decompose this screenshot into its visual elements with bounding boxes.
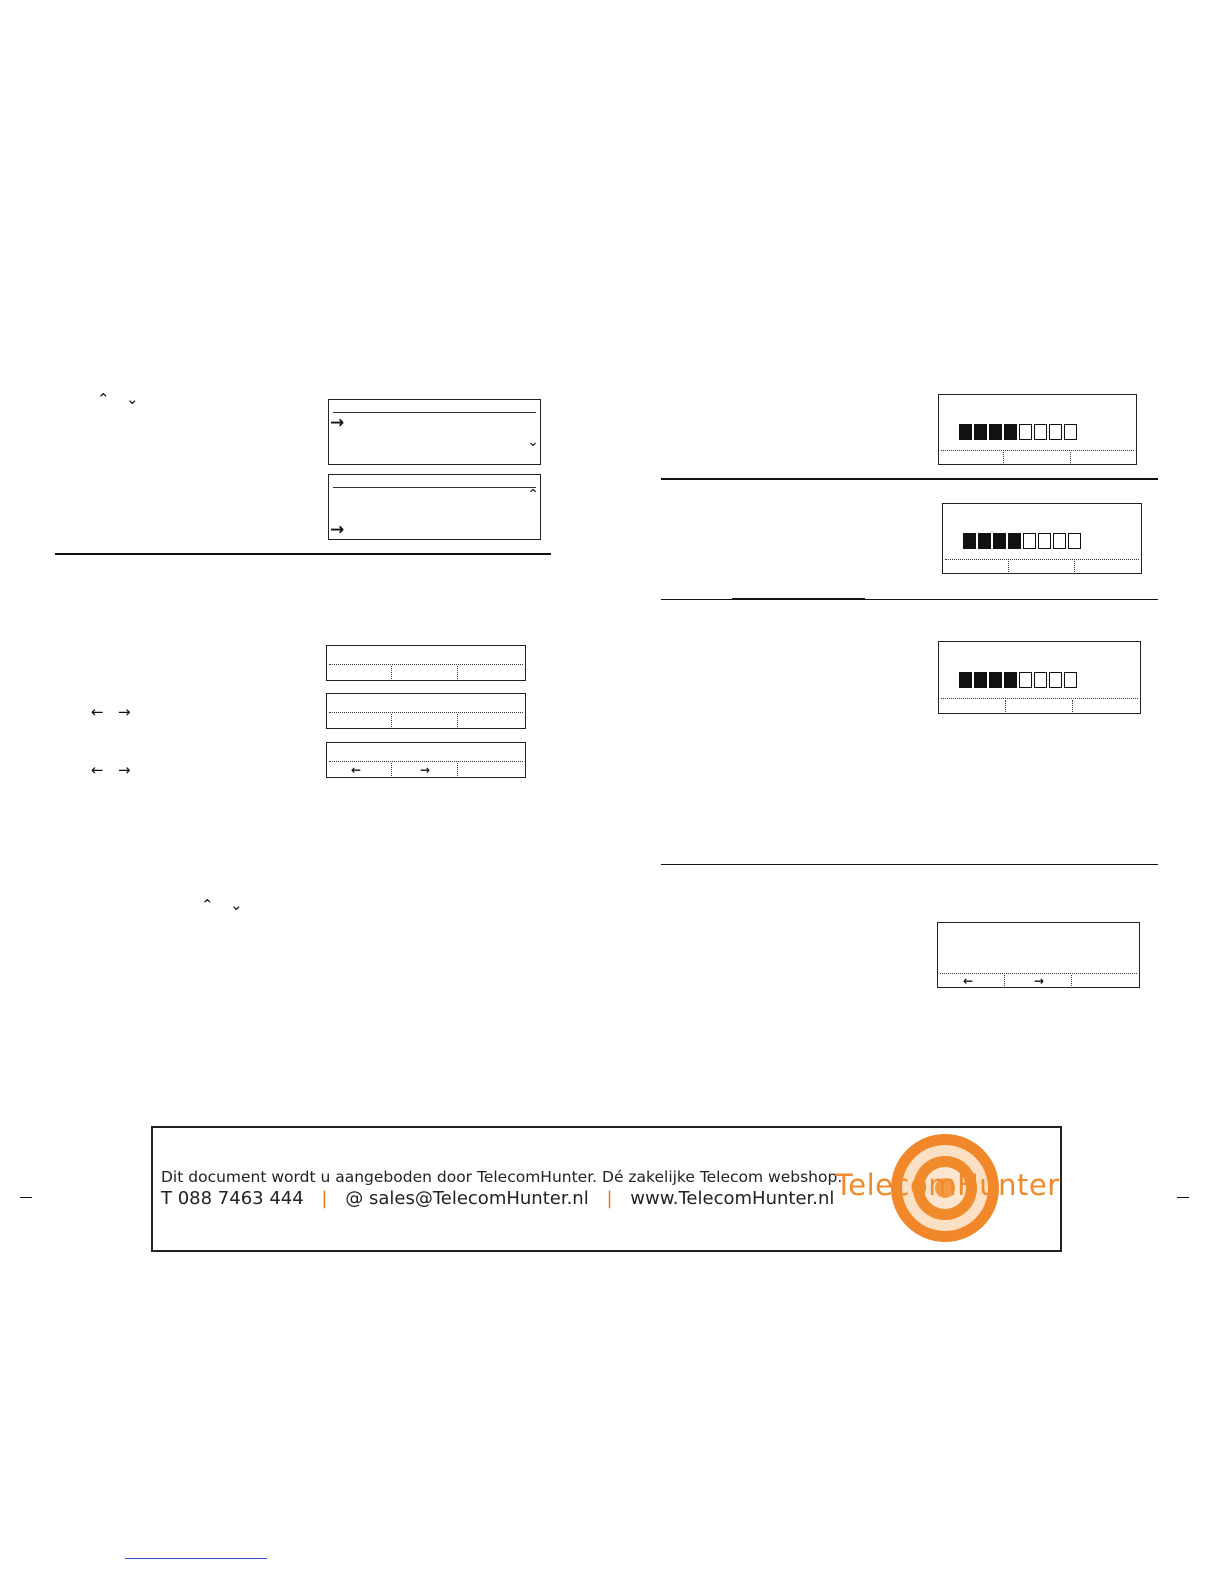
left-arrow-icon: ← xyxy=(91,761,104,779)
lcd-menu-screen-1 xyxy=(328,399,541,465)
progress-block-empty xyxy=(1019,672,1032,688)
banner-phone: T 088 7463 444 xyxy=(161,1188,304,1209)
bottom-link-underline xyxy=(125,1558,267,1559)
softkey-left-arrow-icon: ← xyxy=(963,974,974,988)
progress-block-filled xyxy=(1008,533,1021,549)
progress-block-empty xyxy=(1019,424,1032,440)
up-chevron-icon: ⌃ xyxy=(201,896,214,914)
progress-block-empty xyxy=(1049,424,1062,440)
lcd-softkey-screen-2 xyxy=(326,693,526,729)
softkey-right-arrow-icon: → xyxy=(420,763,431,777)
progress-block-filled xyxy=(993,533,1006,549)
softkey-right-arrow-icon: → xyxy=(1034,974,1045,988)
lcd-title-line xyxy=(333,412,536,413)
progress-block-filled xyxy=(959,672,972,688)
lcd-softkey-screen-3 xyxy=(326,742,526,778)
lcd-progress-screen-1 xyxy=(938,394,1137,465)
section-divider-accent xyxy=(732,598,865,599)
logo-wordmark: TelecomHunter xyxy=(835,1168,1060,1202)
lcd-softkey-screen-4 xyxy=(937,922,1140,988)
banner-email-link[interactable]: @ sales@TelecomHunter.nl xyxy=(345,1188,589,1209)
crop-mark-right xyxy=(1177,1197,1189,1198)
progress-block-empty xyxy=(1064,424,1077,440)
lcd-progress-screen-3 xyxy=(938,641,1141,714)
down-chevron-icon: ⌄ xyxy=(126,390,139,408)
progress-block-filled xyxy=(974,672,987,688)
progress-block-filled xyxy=(963,533,976,549)
progress-block-filled xyxy=(978,533,991,549)
selection-arrow-icon: → xyxy=(330,413,345,433)
banner-separator: | xyxy=(321,1188,328,1209)
progress-block-filled xyxy=(1004,672,1017,688)
progress-block-filled xyxy=(1004,424,1017,440)
right-arrow-icon: → xyxy=(118,761,131,779)
progress-block-empty xyxy=(1034,424,1047,440)
scroll-down-icon: ⌄ xyxy=(527,434,539,450)
selection-arrow-icon: → xyxy=(330,520,345,540)
banner-contact-line xyxy=(161,1188,834,1209)
progress-indicator xyxy=(959,424,1077,440)
section-divider xyxy=(661,864,1158,865)
banner-tagline: Dit document wordt u aangeboden door TelecomHunter. Dé zakelijke Telecom webshop. xyxy=(161,1168,843,1186)
progress-indicator xyxy=(963,533,1081,549)
up-chevron-icon: ⌃ xyxy=(97,390,110,408)
left-arrow-icon: ← xyxy=(91,703,104,721)
lcd-menu-screen-2 xyxy=(328,474,541,540)
banner-website-link[interactable]: www.TelecomHunter.nl xyxy=(630,1188,835,1209)
lcd-progress-screen-2 xyxy=(942,503,1142,574)
right-arrow-icon: → xyxy=(118,703,131,721)
progress-block-empty xyxy=(1034,672,1047,688)
section-divider xyxy=(55,553,551,555)
softkey-left-arrow-icon: ← xyxy=(351,763,362,777)
progress-block-filled xyxy=(989,424,1002,440)
progress-block-empty xyxy=(1038,533,1051,549)
down-chevron-icon: ⌄ xyxy=(230,896,243,914)
scroll-up-icon: ⌃ xyxy=(527,487,539,503)
lcd-softkey-screen-1 xyxy=(326,645,526,681)
progress-block-filled xyxy=(974,424,987,440)
section-divider xyxy=(661,478,1158,480)
footer-banner xyxy=(151,1126,1062,1252)
crop-mark-left xyxy=(20,1197,32,1198)
progress-indicator xyxy=(959,672,1077,688)
progress-block-empty xyxy=(1023,533,1036,549)
banner-separator: | xyxy=(606,1188,613,1209)
progress-block-empty xyxy=(1068,533,1081,549)
progress-block-empty xyxy=(1049,672,1062,688)
progress-block-empty xyxy=(1064,672,1077,688)
lcd-title-line xyxy=(333,487,536,488)
progress-block-empty xyxy=(1053,533,1066,549)
progress-block-filled xyxy=(959,424,972,440)
progress-block-filled xyxy=(989,672,1002,688)
section-divider xyxy=(661,599,1158,600)
